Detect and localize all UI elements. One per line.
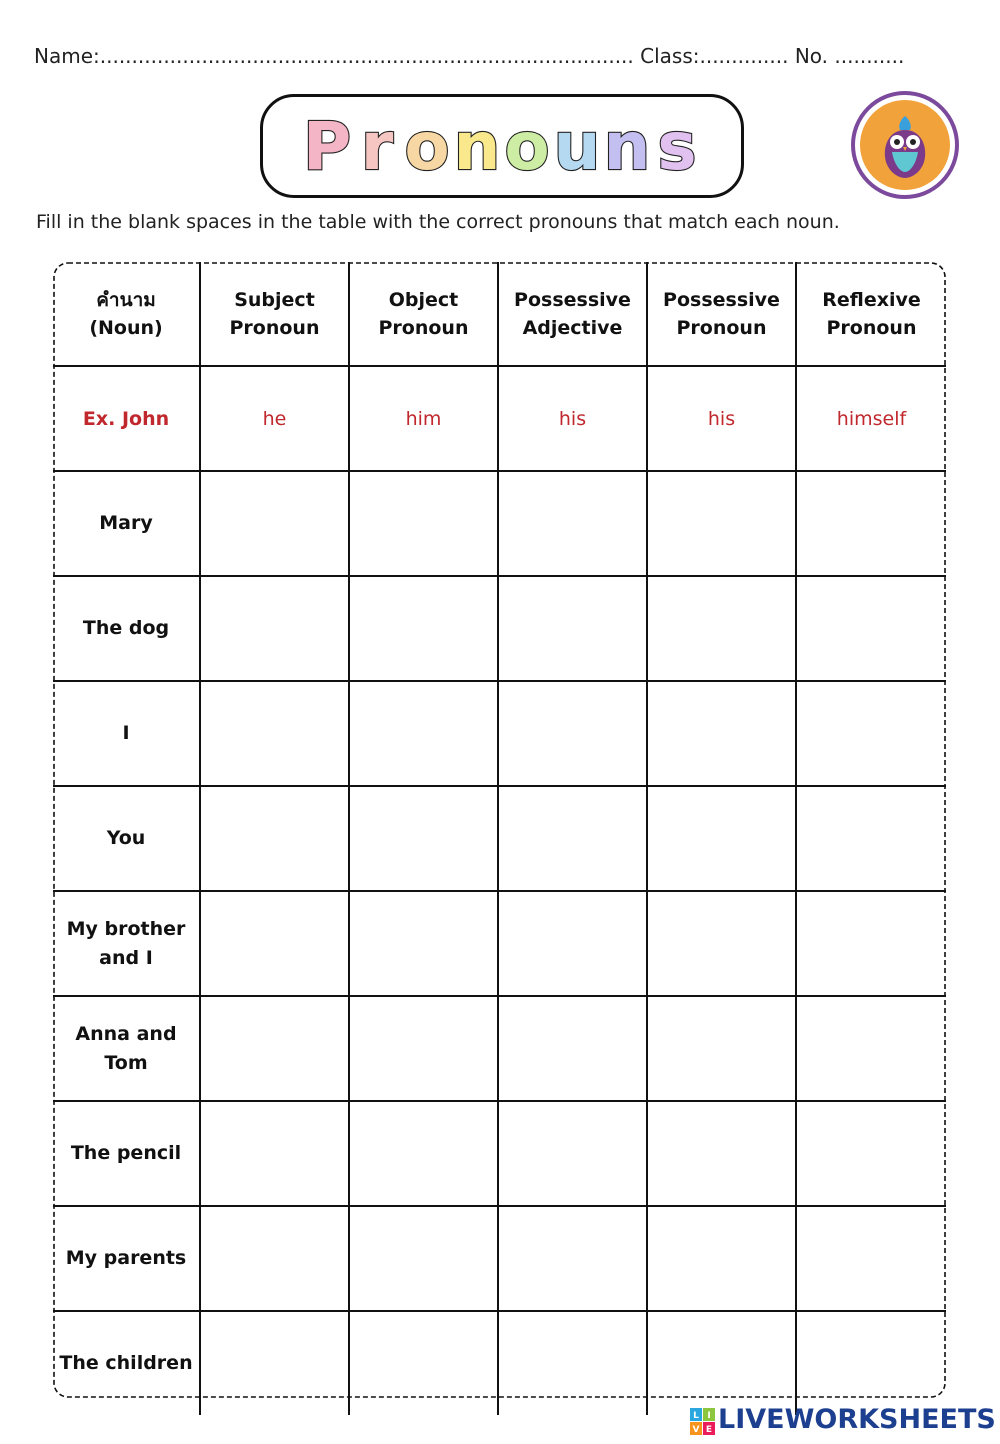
svg-text:E: E [705,1425,713,1435]
header-object-pronoun: Object Pronoun [349,262,498,366]
answer-cell-object-pronoun[interactable] [349,891,498,996]
answer-cell-possessive-pronoun[interactable] [647,1311,796,1415]
table-row [53,891,946,996]
answer-cell-object-pronoun[interactable] [349,786,498,891]
student-info-line[interactable]: Name:.................................................................................... Class:.............. No. ........... [34,44,905,68]
answer-cell-object-pronoun[interactable] [349,1101,498,1206]
example-reflexive-pronoun: himself [796,366,946,471]
answer-cell-object-pronoun[interactable] [349,681,498,786]
answer-cell-possessive-adjective[interactable] [498,1206,647,1311]
pronoun-table [53,262,946,1398]
answer-cell-object-pronoun[interactable] [349,996,498,1101]
title-graphic [263,97,741,195]
answer-cell-possessive-pronoun[interactable] [647,681,796,786]
example-possessive-adjective: his [498,366,647,471]
answer-cell-reflexive-pronoun[interactable] [796,576,946,681]
table-row [53,996,946,1101]
header-possessive-adjective: Possessive Adjective [498,262,647,366]
noun-cell: My brother and I [53,891,200,996]
answer-cell-reflexive-pronoun[interactable] [796,1311,946,1415]
answer-cell-object-pronoun[interactable] [349,576,498,681]
answer-cell-subject-pronoun[interactable] [200,1311,349,1415]
answer-cell-possessive-pronoun[interactable] [647,786,796,891]
answer-cell-subject-pronoun[interactable] [200,681,349,786]
answer-cell-possessive-adjective[interactable] [498,1101,647,1206]
noun-cell: I [53,681,200,786]
title-letter: o [504,108,550,185]
example-subject-pronoun: he [200,366,349,471]
example-object-pronoun: him [349,366,498,471]
example-noun: Ex. John [53,366,200,471]
answer-cell-possessive-adjective[interactable] [498,471,647,576]
title-letter: o [404,108,450,185]
noun-cell: Mary [53,471,200,576]
liveworksheets-text[interactable]: LIVEWORKSHEETS [718,1404,996,1435]
answer-cell-possessive-pronoun[interactable] [647,1206,796,1311]
example-possessive-pronoun: his [647,366,796,471]
svg-text:V: V [692,1425,700,1435]
answer-cell-subject-pronoun[interactable] [200,471,349,576]
noun-cell: The pencil [53,1101,200,1206]
table-row [53,1206,946,1311]
title-letter: s [657,108,697,185]
table-row [53,681,946,786]
table-row [53,1311,946,1415]
answer-cell-object-pronoun[interactable] [349,1311,498,1415]
header-subject-pronoun: Subject Pronoun [200,262,349,366]
table-row [53,471,946,576]
noun-cell: My parents [53,1206,200,1311]
answer-cell-possessive-pronoun[interactable] [647,471,796,576]
svg-text:L: L [693,1411,699,1421]
answer-cell-possessive-adjective[interactable] [498,786,647,891]
answer-cell-possessive-pronoun[interactable] [647,1101,796,1206]
answer-cell-subject-pronoun[interactable] [200,996,349,1101]
noun-cell: The children [53,1311,200,1415]
header-noun: คำนาม (Noun) [53,262,200,366]
answer-cell-subject-pronoun[interactable] [200,786,349,891]
noun-cell: The dog [53,576,200,681]
answer-cell-possessive-adjective[interactable] [498,681,647,786]
answer-cell-possessive-adjective[interactable] [498,576,647,681]
answer-cell-subject-pronoun[interactable] [200,1101,349,1206]
title-letter: P [302,108,352,185]
title-letter: r [360,108,394,185]
answer-cell-reflexive-pronoun[interactable] [796,471,946,576]
answer-cell-possessive-pronoun[interactable] [647,891,796,996]
title-letter: n [453,108,501,185]
answer-cell-object-pronoun[interactable] [349,471,498,576]
table-row [53,576,946,681]
example-row [53,366,946,471]
answer-cell-possessive-pronoun[interactable] [647,996,796,1101]
answer-cell-reflexive-pronoun[interactable] [796,681,946,786]
school-logo [850,90,960,200]
answer-cell-reflexive-pronoun[interactable] [796,996,946,1101]
answer-cell-possessive-adjective[interactable] [498,891,647,996]
title-banner [260,94,744,198]
answer-cell-reflexive-pronoun[interactable] [796,786,946,891]
answer-cell-possessive-adjective[interactable] [498,1311,647,1415]
table-row [53,1101,946,1206]
liveworksheets-brand [690,1402,996,1438]
title-letter: n [603,108,651,185]
liveworksheets-logo-icon [690,1408,716,1438]
table-row [53,786,946,891]
answer-cell-subject-pronoun[interactable] [200,891,349,996]
noun-cell: You [53,786,200,891]
answer-cell-possessive-pronoun[interactable] [647,576,796,681]
answer-cell-reflexive-pronoun[interactable] [796,891,946,996]
answer-cell-subject-pronoun[interactable] [200,1206,349,1311]
answer-cell-object-pronoun[interactable] [349,1206,498,1311]
answer-cell-subject-pronoun[interactable] [200,576,349,681]
table-header-row [53,262,946,366]
header-reflexive-pronoun: Reflexive Pronoun [796,262,946,366]
svg-text:I: I [707,1411,711,1421]
answer-cell-reflexive-pronoun[interactable] [796,1206,946,1311]
answer-cell-reflexive-pronoun[interactable] [796,1101,946,1206]
instruction-text: Fill in the blank spaces in the table with the correct pronouns that match each noun. [36,211,840,233]
answer-cell-possessive-adjective[interactable] [498,996,647,1101]
header-possessive-pronoun: Possessive Pronoun [647,262,796,366]
title-letter: u [553,108,601,185]
noun-cell: Anna and Tom [53,996,200,1101]
